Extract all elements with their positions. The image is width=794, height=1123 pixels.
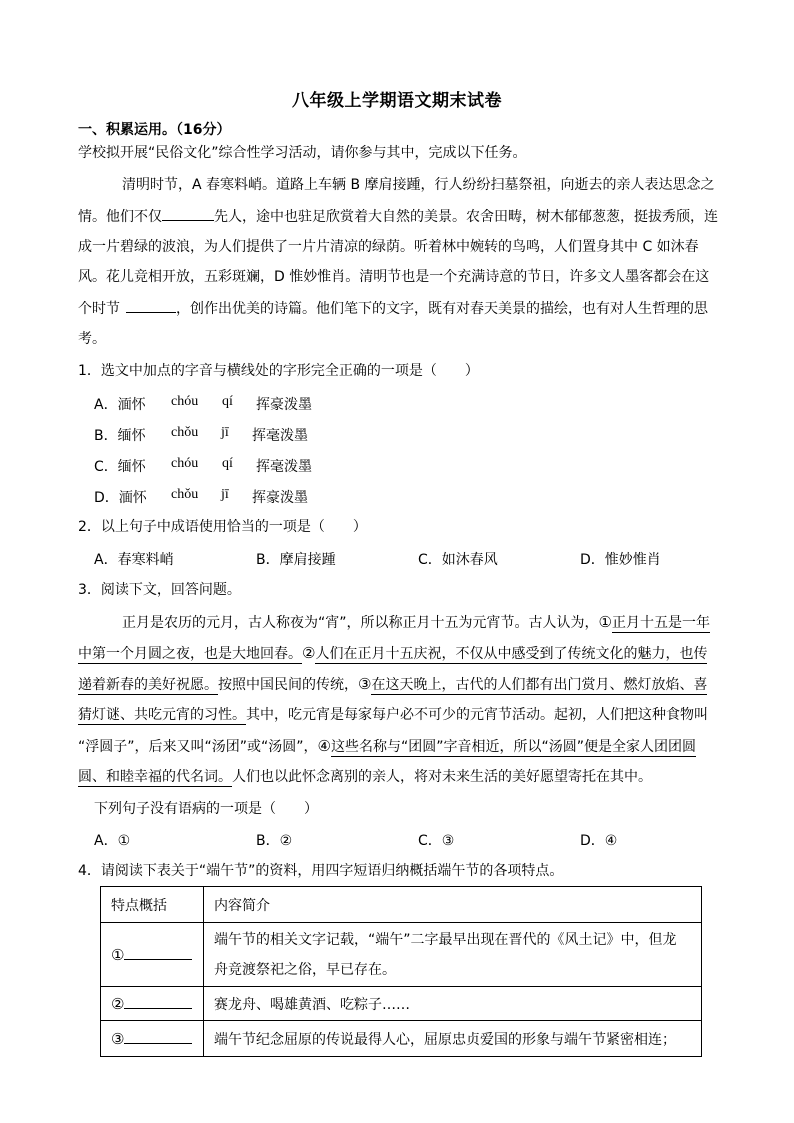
table-row: [101, 923, 702, 987]
festival-table: [100, 886, 702, 1057]
table-cell: 赛龙舟、喝雄黄酒、吃粽子……: [204, 987, 702, 1021]
table-header-row: [101, 887, 702, 923]
passage-line: 圆、和睦幸福的代名词。人们也以此怀念离别的亲人，将对未来生活的美好愿望寄托在其中。: [78, 769, 652, 785]
question-2-stem: 2．以上句子中成语使用恰当的一项是（ ）: [78, 519, 367, 535]
passage-line: 猜灯谜、共吃元宵的习性。其中，吃元宵是每家每户必不可少的元宵节活动。起初，人们把这种食物叫: [78, 707, 708, 723]
q3-option-d[interactable]: D．④: [580, 833, 618, 849]
question-3-stem: 3．阅读下文，回答问题。: [78, 582, 241, 598]
q2-option-a[interactable]: A．春寒料峭: [94, 552, 174, 568]
pinyin: chǒu: [171, 425, 199, 440]
table-cell: 端午节的相关文字记载，“端午”二字最早出现在晋代的《风土记》中，但龙 舟竞渡祭祀之俗，早已存在。: [204, 923, 702, 987]
passage-line: “浮圆子”，后来又叫“汤团”或“汤圆”，④这些名称与“团圆”字音相近，所以“汤圆”便是全家人团团圆: [78, 737, 696, 755]
q1-option-d[interactable]: D．湎怀: [94, 490, 147, 506]
fill-blank[interactable]: [126, 298, 176, 313]
table-row: [101, 987, 702, 1021]
passage-line: 中第一个月圆之夜，也是大地回春。②人们在正月十五庆祝，不仅从中感受到了传统文化的魅力，也传: [78, 644, 708, 662]
question-3-prompt: 下列句子没有语病的一项是（ ）: [94, 801, 318, 817]
option-word: 挥豪泼墨: [252, 490, 308, 506]
passage-line: 个时节 ，创作出优美的诗篇。他们笔下的文字，既有对春天美景的描绘，也有对人生哲理的思: [78, 298, 708, 319]
question-1-stem: 1．选文中加点的字音与横线处的字形完全正确的一项是（ ）: [78, 363, 479, 379]
option-word: 挥豪泼墨: [256, 397, 312, 413]
q3-option-c[interactable]: C．③: [418, 833, 455, 849]
pinyin: jī: [221, 487, 229, 502]
passage-line: 正月是农历的元月，古人称夜为“宵”，所以称正月十五为元宵节。古人认为，①正月十五是一年: [122, 613, 710, 631]
answer-cell[interactable]: ③: [101, 1021, 204, 1057]
passage-line: 递着新春的美好祝愿。按照中国民间的传统，③在这天晚上，古代的人们都有出门赏月、燃灯放焰、喜: [78, 675, 708, 693]
pinyin: chóu: [171, 456, 199, 471]
section-heading: 一、积累运用。（16分）: [78, 122, 231, 138]
passage-line: 成一片碧绿的波浪，为人们提供了一片片清凉的绿荫。听着林中婉转的鸟鸣，人们置身其中 C 如沐春: [78, 239, 699, 255]
passage-line: 考。: [78, 331, 106, 347]
q2-option-d[interactable]: D．惟妙惟肖: [580, 552, 661, 568]
q1-option-a[interactable]: A．湎怀: [94, 397, 146, 413]
intro-text: 学校拟开展“民俗文化”综合性学习活动，请你参与其中，完成以下任务。: [78, 145, 527, 161]
pinyin: chóu: [171, 394, 199, 409]
answer-cell[interactable]: ②: [101, 987, 204, 1021]
table-row: [101, 1021, 702, 1057]
passage-line: 风。花儿竞相开放，五彩斑斓，D 惟妙惟肖。清明节也是一个充满诗意的节日，许多文人墨客都会在这: [78, 269, 710, 285]
q3-option-b[interactable]: B．②: [256, 833, 293, 849]
passage-line: 情。他们不仅 先人，途中也驻足欣赏着大自然的美景。农舍田畴，树木郁郁葱葱，挺拔秀颀，连: [78, 206, 718, 227]
pinyin: qí: [222, 394, 233, 409]
q2-option-b[interactable]: B．摩肩接踵: [256, 552, 336, 568]
fill-blank[interactable]: [162, 206, 214, 221]
table-header: 内容简介: [204, 887, 702, 923]
option-word: 挥毫泼墨: [256, 459, 312, 475]
q2-option-c[interactable]: C．如沐春风: [418, 552, 498, 568]
answer-cell[interactable]: ①: [101, 923, 204, 987]
option-word: 挥毫泼墨: [252, 428, 308, 444]
table-cell: 端午节纪念屈原的传说最得人心，屈原忠贞爱国的形象与端午节紧密相连；: [204, 1021, 702, 1057]
question-4-stem: 4．请阅读下表关于“端午节”的资料，用四字短语归纳概括端午节的各项特点。: [78, 863, 564, 879]
pinyin: jī: [221, 425, 229, 440]
pinyin: qí: [222, 456, 233, 471]
q3-option-a[interactable]: A．①: [94, 833, 131, 849]
q1-option-c[interactable]: C．缅怀: [94, 459, 146, 475]
page-title: 八年级上学期语文期末试卷: [292, 91, 502, 111]
q1-option-b[interactable]: B．缅怀: [94, 428, 146, 444]
table-header: 特点概括: [101, 887, 204, 923]
passage-line: 清明时节，A 春寒料峭。道路上车辆 B 摩肩接踵，行人纷纷扫墓祭祖，向逝去的亲人表达思念之: [122, 177, 715, 193]
pinyin: chǒu: [171, 487, 199, 502]
